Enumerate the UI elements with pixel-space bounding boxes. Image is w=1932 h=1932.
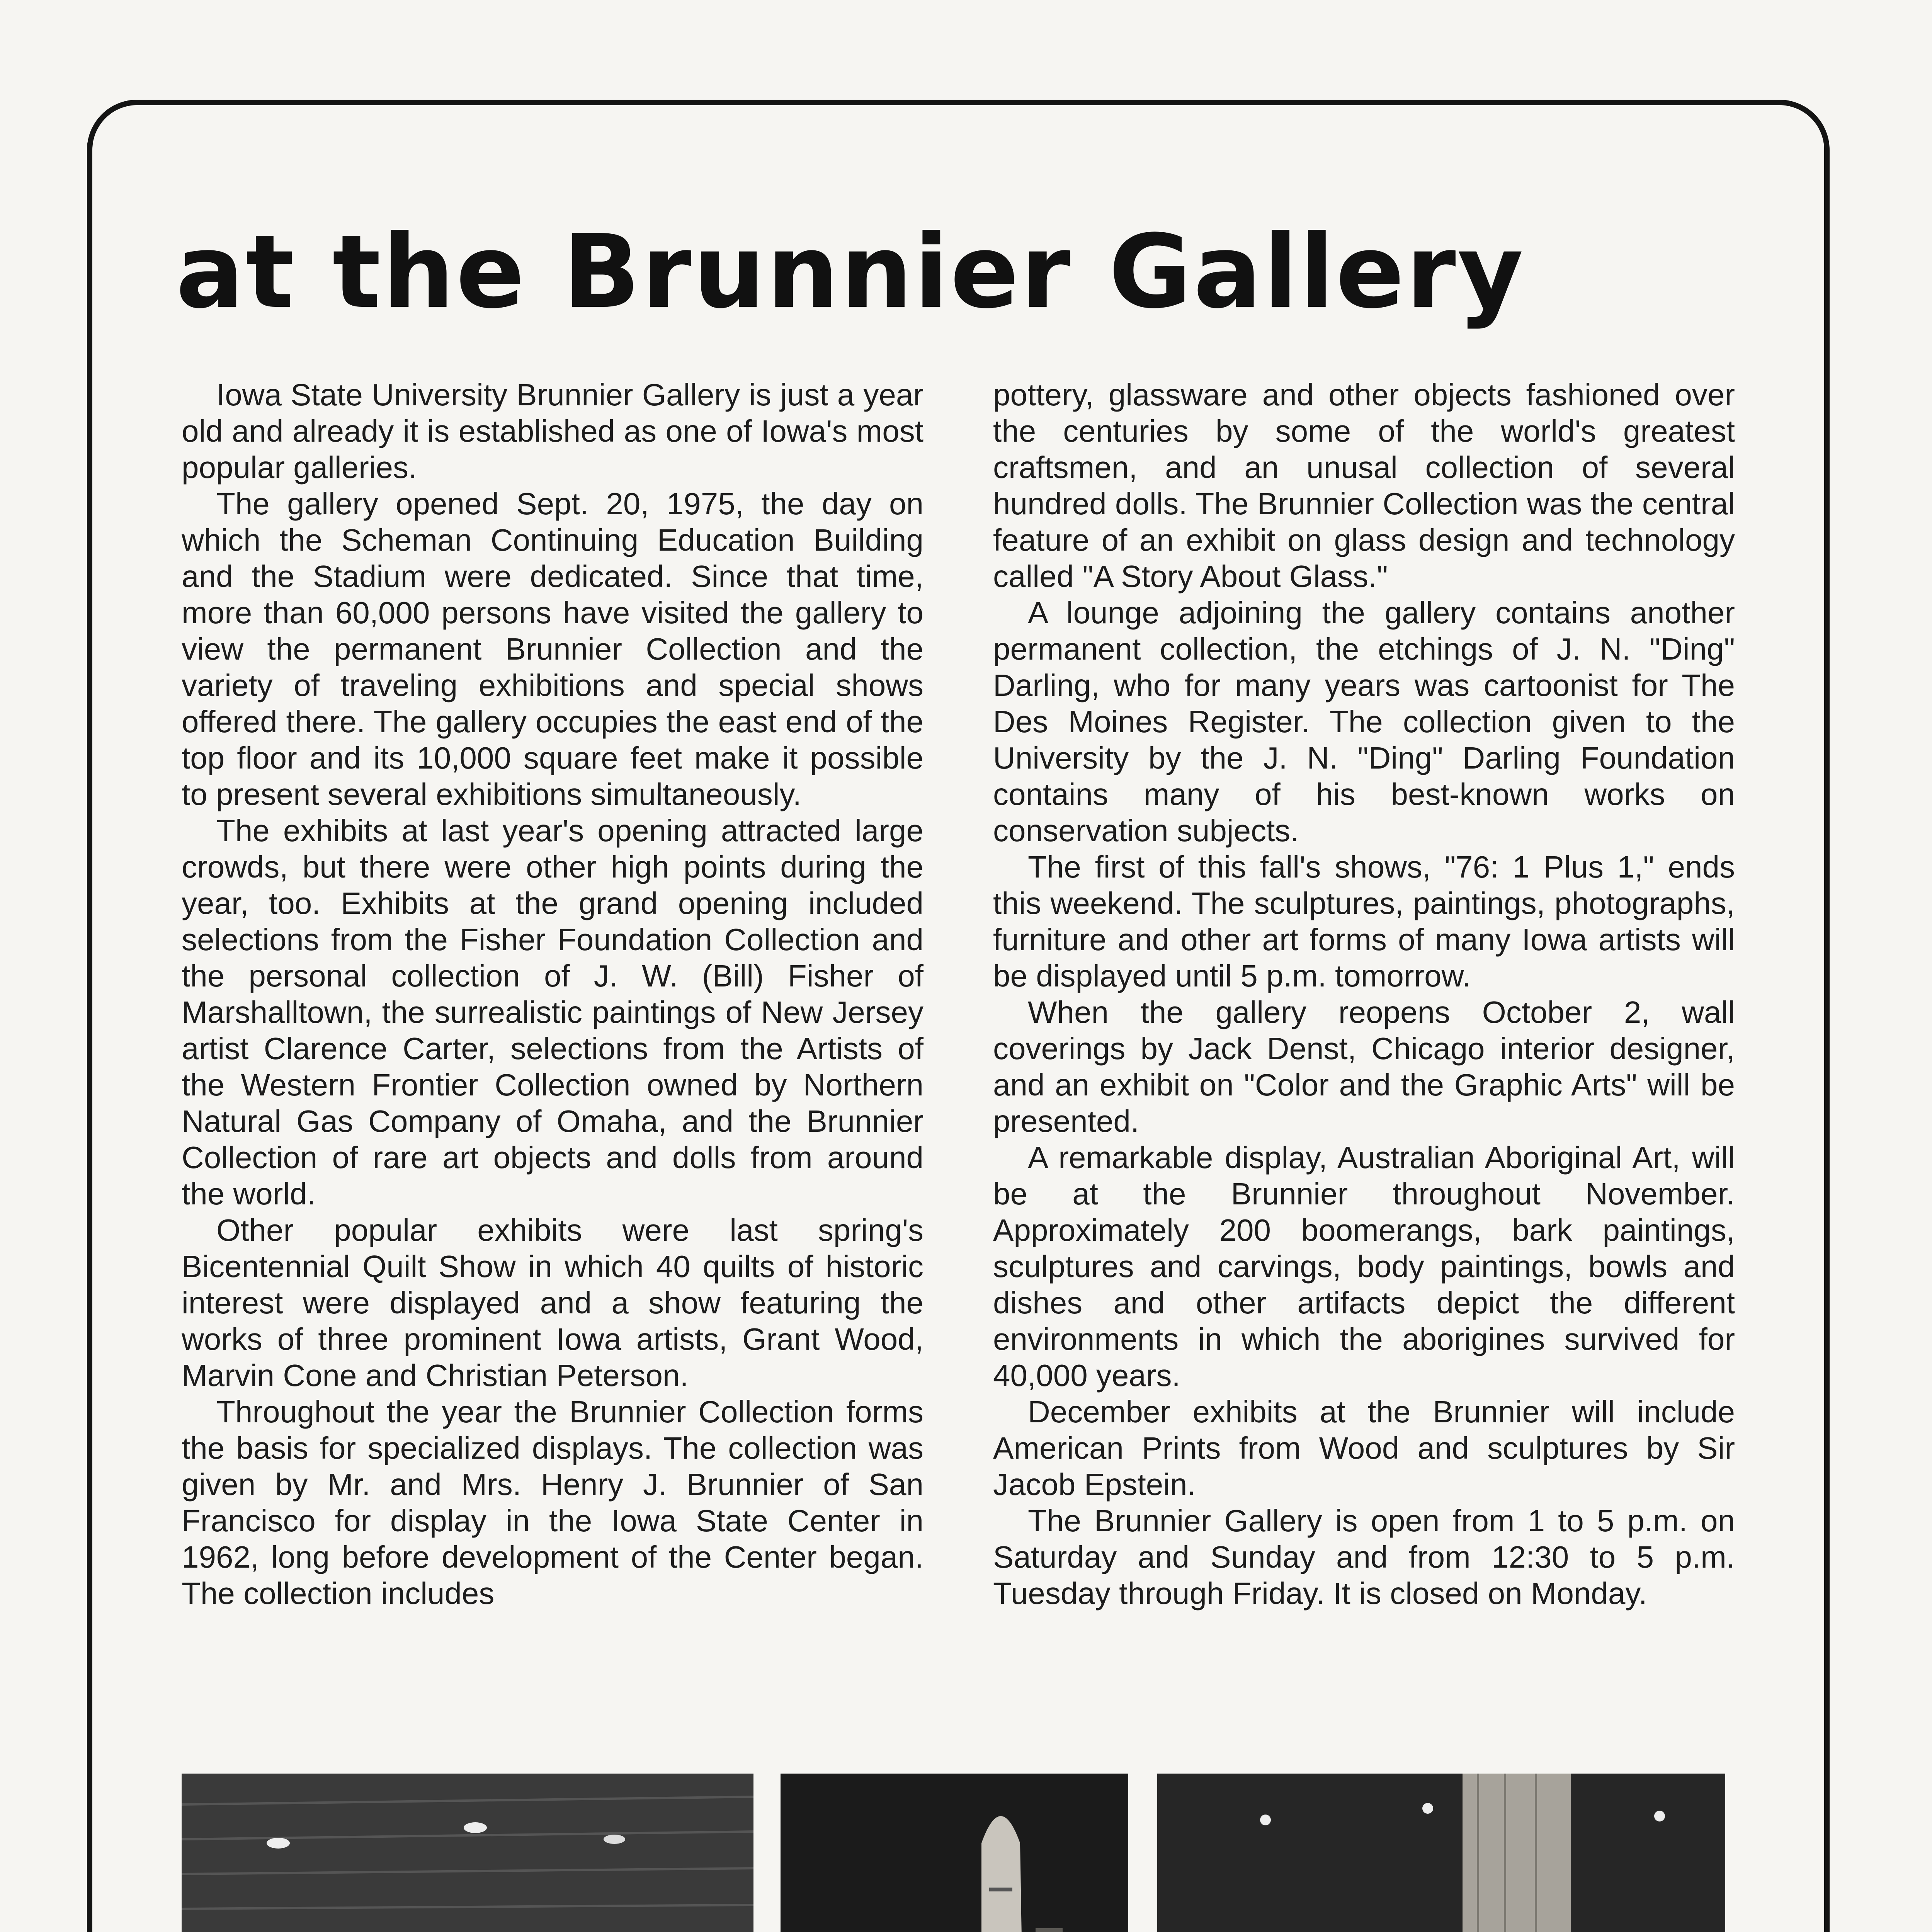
- paragraph: Throughout the year the Brunnier Collection forms the basis for specialized displays. The collection was given by Mr. and Mrs. Henry J. Brunnier of San Francisco for display in the Iowa State Center in 1962, long before development of the Center began. The collection includes: [182, 1395, 923, 1611]
- paragraph: pottery, glassware and other objects fashioned over the centuries by some of the world's greatest craftsmen, and an unusal collection of several hundred dolls. The Brunnier Collection was the central feature of an exhibit on glass design and technology called "A Story About Glass.": [993, 378, 1735, 594]
- paragraph: A lounge adjoining the gallery contains another permanent collection, the etchings of J. N. "Ding" Darling, who for many years was cartoonist for The Des Moines Register. The collection given to the University by the J. N. "Ding" Darling Foundation contains many of his best-known works on conservation subjects.: [993, 595, 1735, 848]
- article-column-left: [182, 377, 923, 1612]
- photo-brunnier-collection: [1157, 1774, 1725, 1932]
- paragraph: The first of this fall's shows, "76: 1 Plus 1," ends this weekend. The sculptures, paintings, photographs, furniture and other art forms of many Iowa artists will be displayed until 5 p.m. tomorrow.: [993, 850, 1735, 993]
- paragraph: The gallery opened Sept. 20, 1975, the day on which the Scheman Continuing Education Building and the Stadium were dedicated. Since that time, more than 60,000 persons have visited the gallery to view the permanent Brunnier Collection and the variety of traveling exhibitions and special shows offered there. The gallery occupies the east end of the top floor and its 10,000 square feet make it possible to present several exhibitions simultaneously.: [182, 486, 923, 811]
- photo-fisher-exhibit: [182, 1774, 753, 1932]
- paragraph: Iowa State University Brunnier Gallery is just a year old and already it is established as one of Iowa's most popular galleries.: [182, 378, 923, 485]
- paragraph: When the gallery reopens October 2, wall coverings by Jack Denst, Chicago interior designer, and an exhibit on "Color and the Graphic Arts" will be presented.: [993, 995, 1735, 1138]
- paragraph: The exhibits at last year's opening attracted large crowds, but there were other high points during the year, too. Exhibits at the grand opening included selections from the Fisher Foundation Collection and the personal collection of J. W. (Bill) Fisher of Marshalltown, the surrealistic paintings of New Jersey artist Clarence Carter, selections from the Artists of the Western Frontier Collection owned by Northern Natural Gas Company of Omaha, and the Brunnier Collection of rare art objects and dolls from around the world.: [182, 813, 923, 1211]
- paragraph: Other popular exhibits were last spring's Bicentennial Quilt Show in which 40 quilts of historic interest were displayed and a show featuring the works of three prominent Iowa artists, Grant Wood, Marvin Cone and Christian Peterson.: [182, 1213, 923, 1393]
- photo-aboriginal-art: [781, 1774, 1128, 1932]
- page-title: at the Brunnier Gallery: [176, 213, 1525, 331]
- paragraph: A remarkable display, Australian Aboriginal Art, will be at the Brunnier throughout November. Approximately 200 boomerangs, bark paintings, sculptures and carvings, body paintings, bowls and dishes and other artifacts depict the different environments in which the aborigines survived for 40,000 years.: [993, 1140, 1735, 1393]
- paragraph: December exhibits at the Brunnier will include American Prints from Wood and sculptures by Sir Jacob Epstein.: [993, 1395, 1735, 1502]
- article-column-right: [993, 377, 1735, 1612]
- paragraph: The Brunnier Gallery is open from 1 to 5 p.m. on Saturday and Sunday and from 12:30 to 5 p.m. Tuesday through Friday. It is closed on Monday.: [993, 1503, 1735, 1611]
